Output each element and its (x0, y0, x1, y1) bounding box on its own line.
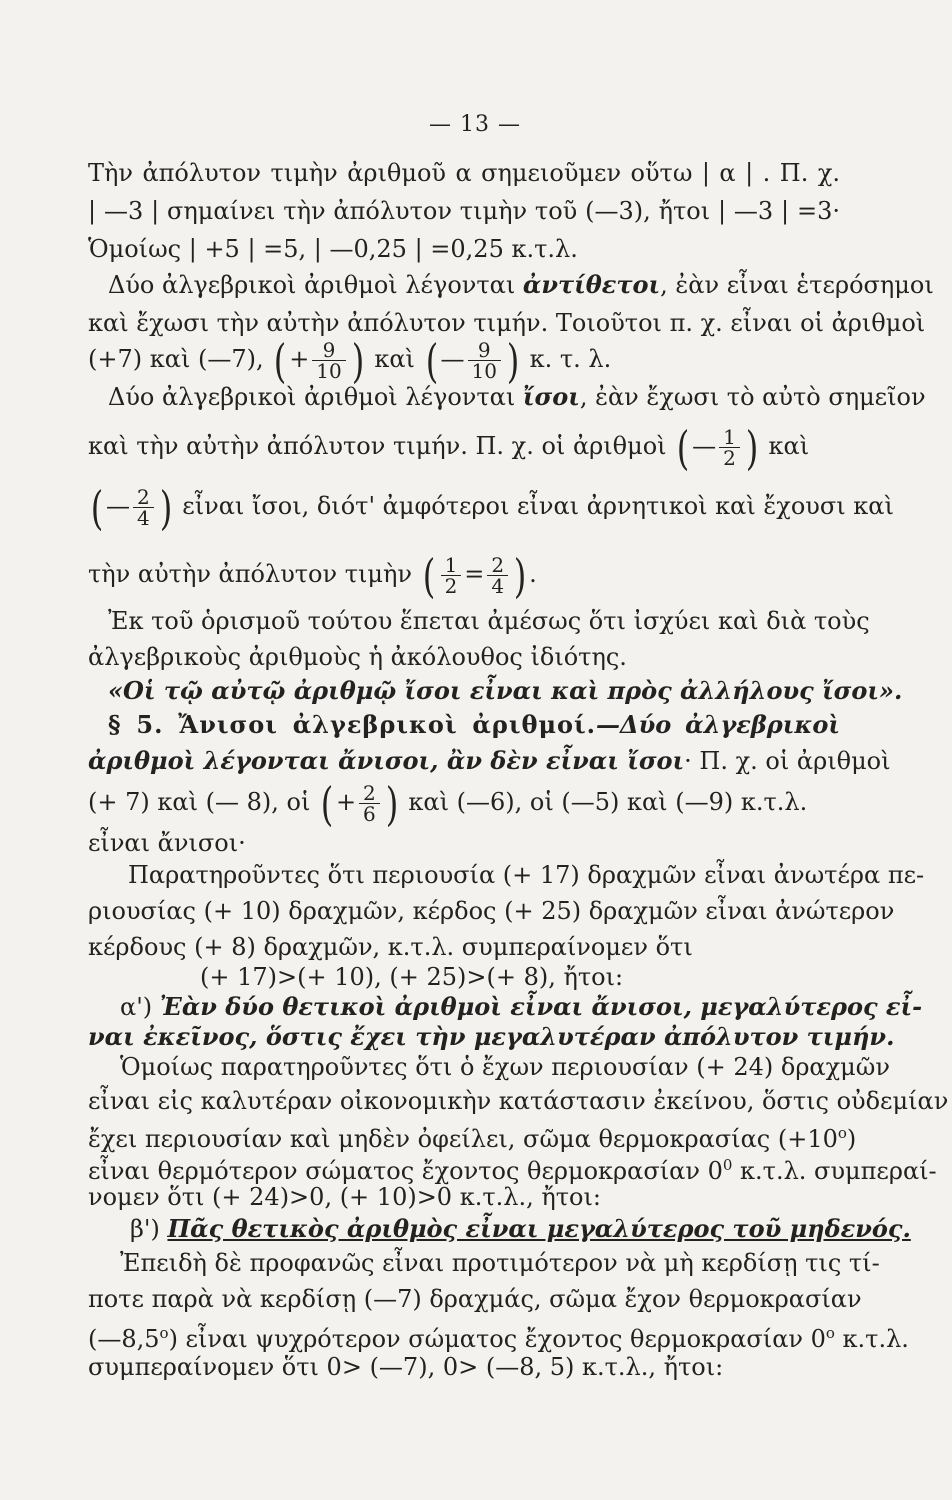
text-line: ἀλγεβρικοὺς ἀριθμοὺς ἡ ἀκόλουθος ἰδιότης. (88, 643, 627, 671)
math-line: ( — $\frac{2}{4}$ ) εἶναι ἴσοι, διότ' ἀμφότεροι εἶναι ἀρνητικοὶ καὶ ἔχουσι καὶ (90, 480, 894, 535)
math-line: (+ 7) καὶ (— 8), οἱ ( + $\frac{2}{6}$ ) καὶ (—6), οἱ (—5) καὶ (—9) κ.τ.λ. (88, 776, 808, 831)
math-line: καὶ τὴν αὐτὴν ἀπόλυτον τιμήν. Π. χ. οἱ ἀριθμοὶ ( — $\frac{1}{2}$ ) καὶ (88, 420, 810, 475)
rule-a-cont: ναι ἐκεῖνος, ὅστις ἔχει τὴν μεγαλυτέραν ἀπόλυτον τιμήν. (88, 1022, 895, 1051)
text-line: κέρδους (+ 8) δραχμῶν, κ.τ.λ. συμπεραίνομεν ὅτι (88, 933, 693, 961)
math-line: (+7) καὶ (—7), ( + $\frac{9}{10}$ ) καὶ ( — $\frac{9}{10}$ ) κ. τ. λ. (88, 333, 612, 388)
text-line: | —3 | σημαίνει τὴν ἀπόλυτον τιμὴν τοῦ (—3), ἤτοι | —3 | =3· (88, 197, 840, 225)
term-antithetoi: ἀντίθετοι (522, 270, 661, 299)
fraction: $\frac{1}{2}$ (441, 555, 462, 596)
text-line: εἶναι ἄνισοι· (88, 829, 246, 857)
fraction: $\frac{2}{4}$ (487, 555, 508, 596)
fraction: $\frac{9}{10}$ (468, 340, 501, 381)
text-line: νομεν ὅτι (+ 24)>0, (+ 10)>0 κ.τ.λ., ἤτοι: (88, 1183, 601, 1211)
text-line: καὶ ἔχωσι τὴν αὐτὴν ἀπόλυτον τιμήν. Τοιοῦτοι π. χ. εἶναι οἱ ἀριθμοὶ (88, 309, 926, 337)
term-isoi: ἴσοι (522, 382, 580, 411)
inequality-line: (+ 17)>(+ 10), (+ 25)>(+ 8), ἤτοι: (200, 963, 624, 991)
text-line: συμπεραίνομεν ὅτι 0> (—7), 0> (—8, 5) κ.τ.λ., ἤτοι: (88, 1353, 724, 1381)
text-line: ἀριθμοὶ λέγονται ἄνισοι, ἂν δὲν εἶναι ἴσοι· Π. χ. οἱ ἀριθμοὶ (88, 746, 891, 775)
text-line: Ὁμοίως παρατηροῦντες ὅτι ὁ ἔχων περιουσίαν (+ 24) δραχμῶν (120, 1053, 890, 1081)
text-line: Δύο ἀλγεβρικοὶ ἀριθμοὶ λέγονται ἴσοι, ἐὰν ἔχωσι τὸ αὐτὸ σημεῖον (108, 382, 926, 411)
section-heading: § 5. Ἄνισοι ἀλγεβρικοὶ ἀριθμοί.—Δύο ἀλγεβρικοὶ (108, 710, 840, 739)
text-line: ριουσίας (+ 10) δραχμῶν, κέρδος (+ 25) δραχμῶν εἶναι ἀνώτερον (88, 897, 895, 925)
page-number: — 13 — (429, 112, 521, 137)
fraction: $\frac{9}{10}$ (312, 340, 345, 381)
text-line: Παρατηροῦντες ὅτι περιουσία (+ 17) δραχμῶν εἶναι ἀνωτέρα πε- (128, 861, 925, 889)
math-line: τὴν αὐτὴν ἀπόλυτον τιμὴν ( $\frac{1}{2}$ = $\frac{2}{4}$ ) . (88, 548, 537, 603)
text-line: Ἐπειδὴ δὲ προφανῶς εἶναι προτιμότερον νὰ μὴ κερδίσῃ τις τί- (120, 1249, 880, 1277)
text-line: εἶναι θερμότερον σώματος ἔχοντος θερμοκρασίαν $0^0$ κ.τ.λ. συμπεραί- (88, 1156, 937, 1185)
text-line: εἶναι εἰς καλυτέραν οἰκονομικὴν κατάστασιν ἐκείνου, ὅστις οὐδεμίαν (88, 1087, 949, 1115)
text-line: Τὴν ἀπόλυτον τιμὴν ἀριθμοῦ α σημειοῦμεν οὕτω | α | . Π. χ. (88, 159, 840, 187)
text-line: Ἐκ τοῦ ὁρισμοῦ τούτου ἕπεται ἀμέσως ὅτι ἰσχύει καὶ διὰ τοὺς (108, 607, 870, 635)
text-line: (—8,5$^o$) εἶναι ψυχρότερον σώματος ἔχοντος θερμοκρασίαν 0$^o$ κ.τ.λ. (88, 1324, 909, 1353)
fraction: $\frac{1}{2}$ (719, 427, 740, 468)
fraction: $\frac{2}{4}$ (133, 487, 154, 528)
text-line: Δύο ἀλγεβρικοὶ ἀριθμοὶ λέγονται ἀντίθετοι, ἐὰν εἶναι ἑτερόσημοι (108, 270, 934, 299)
property-statement: «Οἱ τῷ αὐτῷ ἀριθμῷ ἴσοι εἶναι καὶ πρὸς ἀλλήλους ἴσοι». (108, 676, 903, 705)
rule-b: β') Πᾶς θετικὸς ἀριθμὸς εἶναι μεγαλύτερος τοῦ μηδενός. (130, 1214, 911, 1243)
text-line: Ὁμοίως | +5 | =5, | —0,25 | =0,25 κ.τ.λ. (88, 235, 578, 263)
text-line: ποτε παρὰ νὰ κερδίσῃ (—7) δραχμάς, σῶμα ἔχον θερμοκρασίαν (88, 1285, 862, 1313)
rule-a: α') Ἐὰν δύο θετικοὶ ἀριθμοὶ εἶναι ἄνισοι, μεγαλύτερος εἶ- (120, 992, 923, 1021)
fraction: $\frac{2}{6}$ (359, 783, 380, 824)
text-line: ἔχει περιουσίαν καὶ μηδὲν ὀφείλει, σῶμα θερμοκρασίας $(+10^o)$ (88, 1124, 857, 1153)
